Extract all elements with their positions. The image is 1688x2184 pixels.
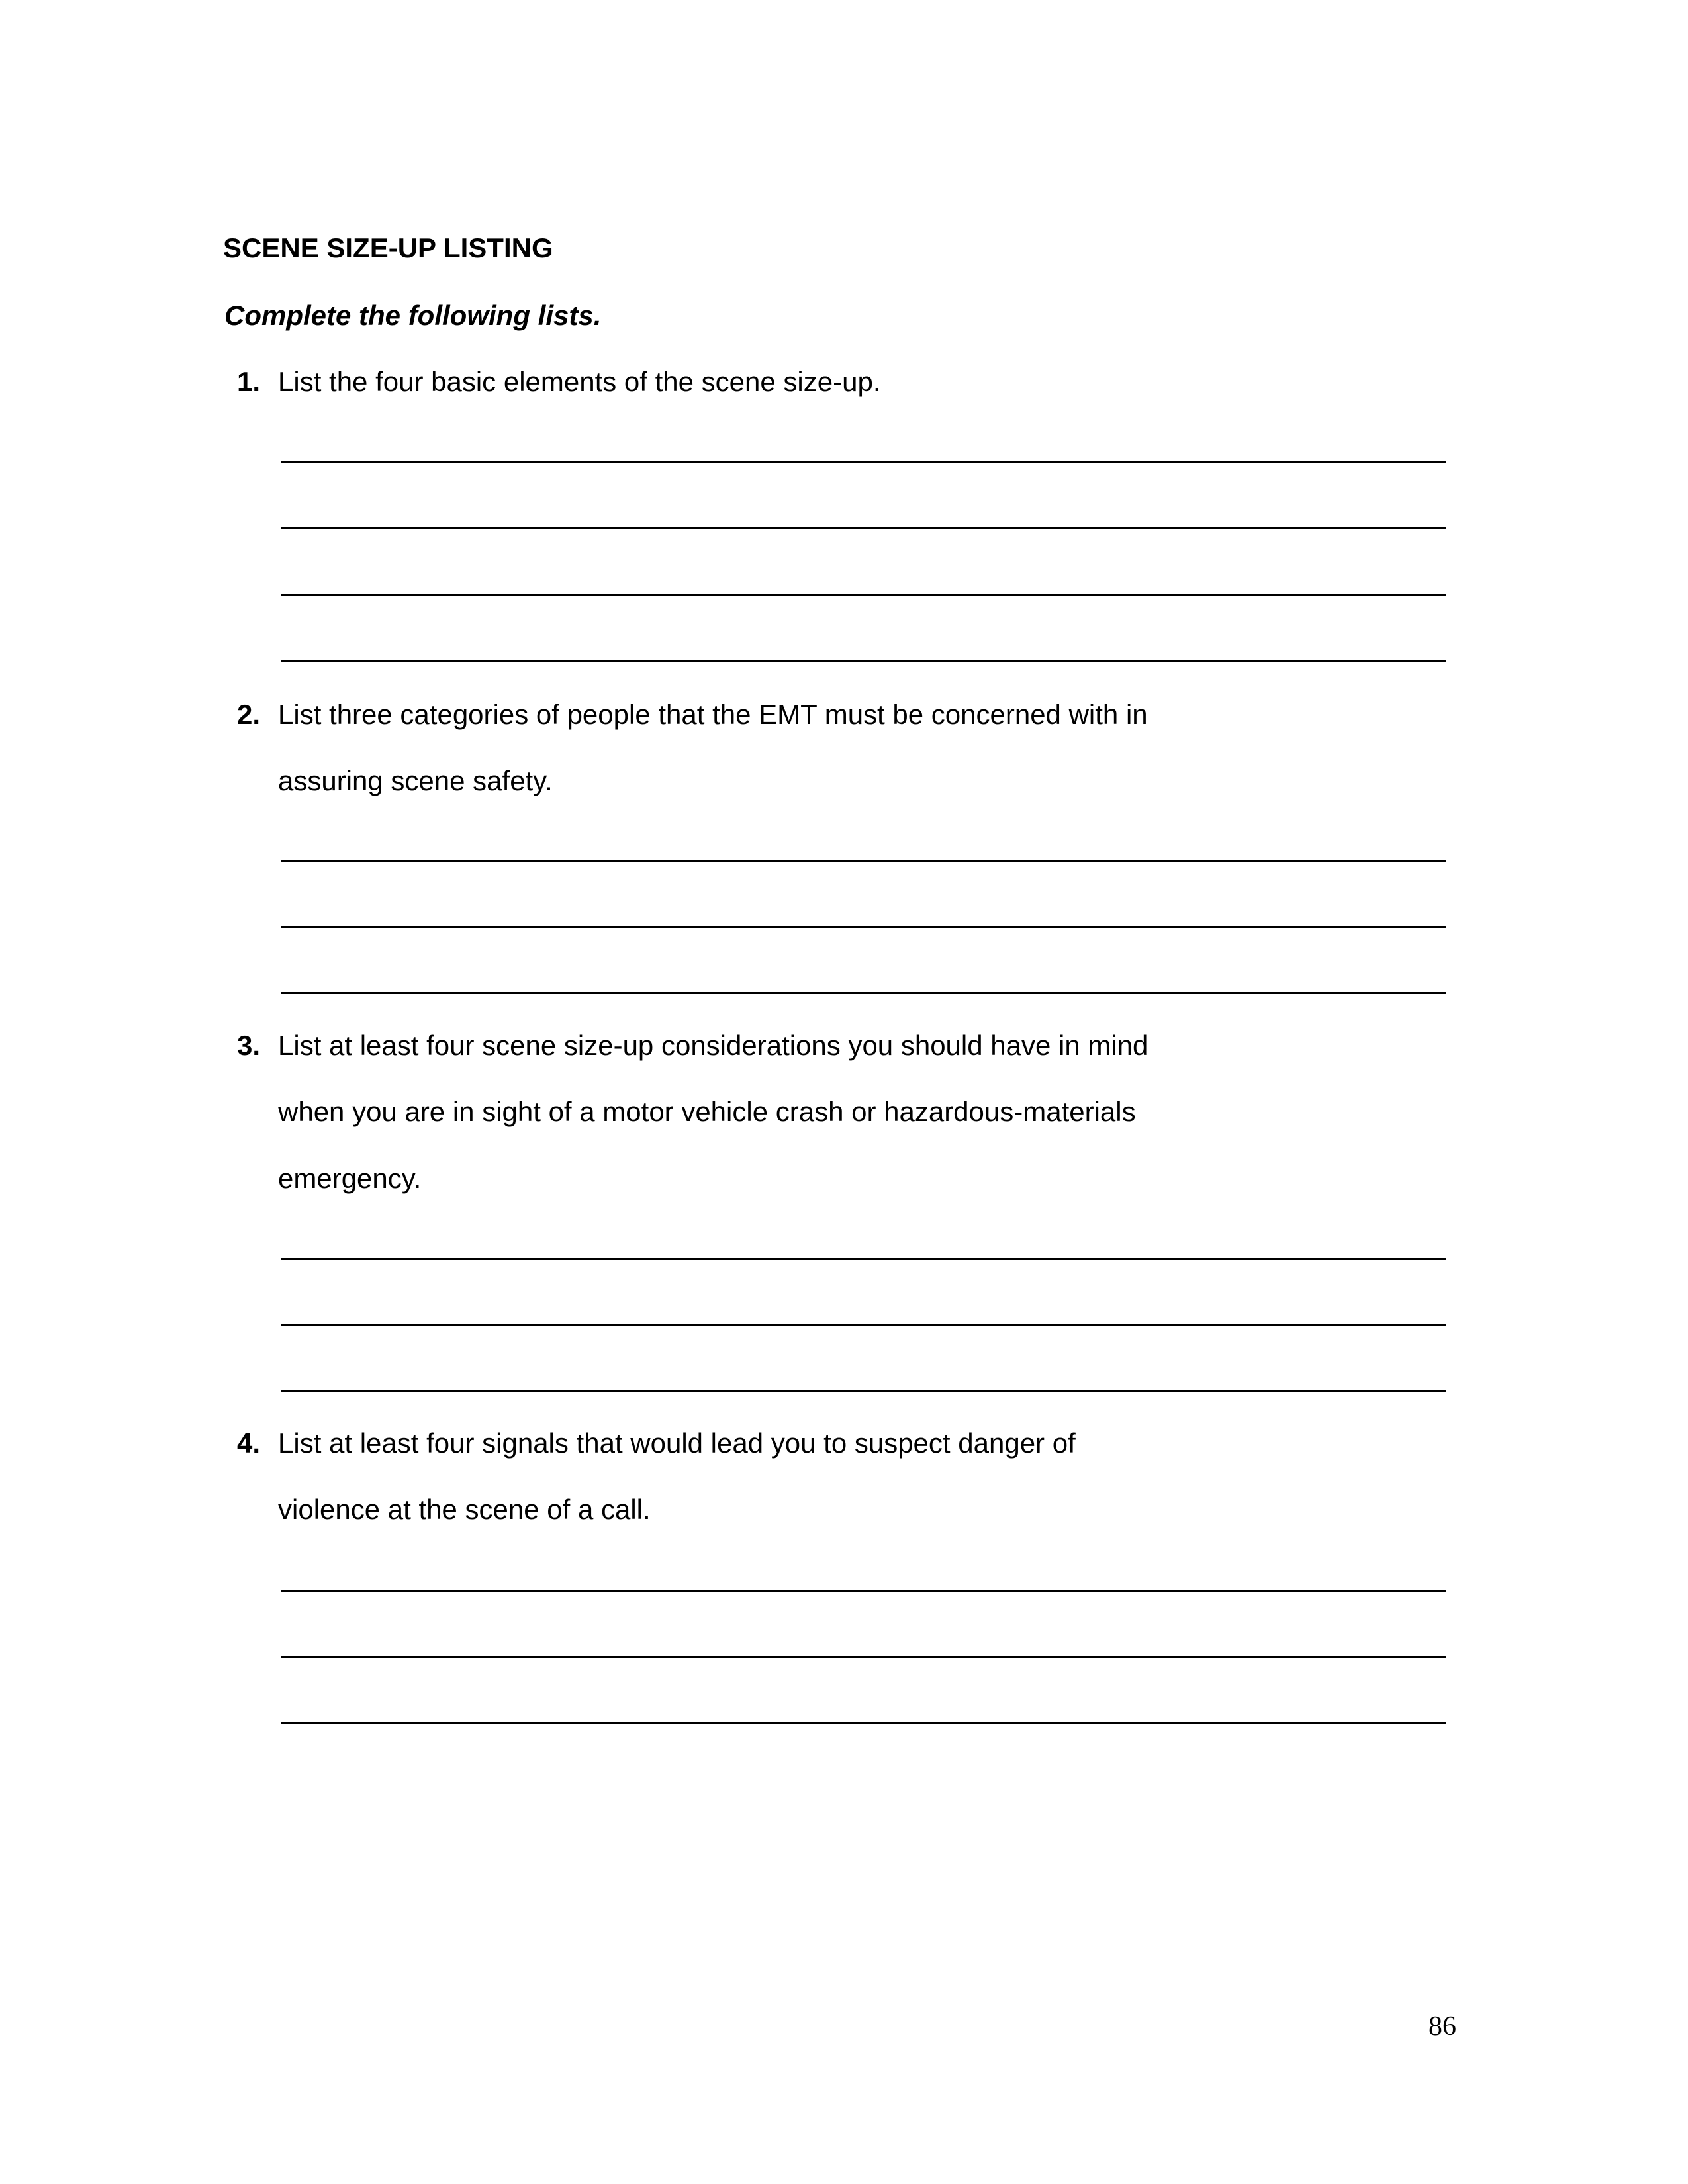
question-text-line: emergency.	[278, 1163, 422, 1194]
answer-line[interactable]	[281, 1722, 1446, 1724]
answer-line[interactable]	[281, 1324, 1446, 1326]
question-text-line: List the four basic elements of the scene size-up.	[278, 366, 881, 397]
page-number: 86	[1429, 2011, 1456, 2042]
answer-line[interactable]	[281, 594, 1446, 596]
answer-line[interactable]	[281, 1258, 1446, 1260]
question-number: 3.	[237, 1030, 261, 1061]
section-heading: SCENE SIZE-UP LISTING	[223, 232, 553, 263]
question-number: 2.	[237, 699, 261, 730]
instruction-text: Complete the following lists.	[224, 300, 602, 331]
answer-line[interactable]	[281, 1590, 1446, 1592]
answer-line[interactable]	[281, 1656, 1446, 1658]
question-text-line: List three categories of people that the EMT must be concerned with in	[278, 699, 1148, 730]
answer-line[interactable]	[281, 1390, 1446, 1392]
question-text-line: assuring scene safety.	[278, 765, 553, 796]
answer-line[interactable]	[281, 860, 1446, 862]
question-text-line: List at least four scene size-up considerations you should have in mind	[278, 1030, 1149, 1061]
answer-line[interactable]	[281, 660, 1446, 662]
question-text-line: violence at the scene of a call.	[278, 1494, 651, 1525]
answer-line[interactable]	[281, 926, 1446, 928]
question-number: 1.	[237, 366, 261, 397]
question-number: 4.	[237, 1428, 261, 1459]
answer-line[interactable]	[281, 461, 1446, 463]
answer-line[interactable]	[281, 992, 1446, 994]
question-text-line: when you are in sight of a motor vehicle crash or hazardous-materials	[278, 1096, 1136, 1127]
question-text-line: List at least four signals that would lead you to suspect danger of	[278, 1428, 1076, 1459]
answer-line[interactable]	[281, 527, 1446, 529]
